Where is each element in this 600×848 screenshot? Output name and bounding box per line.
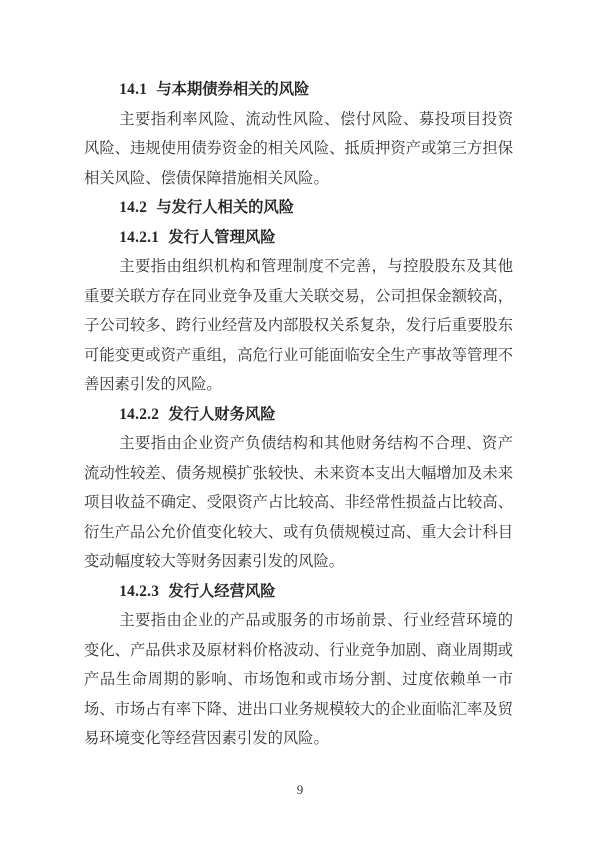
paragraph-financial-risk: 主要指由企业资产负债结构和其他财务结构不合理、资产流动性较差、债务规模扩张较快、未来资本支出大幅增加及未来项目收益不确定、受限资产占比较高、非经常性损益占比较高、衍生产品公允价值变化较大、或有负债规模过高、重大会计科目变动幅度较大等财务因素引发的风险。 xyxy=(84,435,513,570)
heading-14-1 xyxy=(84,75,513,105)
paragraph-management-risk: 主要指由组织机构和管理制度不完善，与控股股东及其他重要关联方存在同业竞争及重大关联交易，公司担保金额较高，子公司较多、跨行业经营及内部股权关系复杂，发行后重要股东可能变更或资产重组，高危行业可能面临安全生产事故等管理不善因素引发的风险。 xyxy=(84,258,513,393)
page-number: 9 xyxy=(296,782,304,797)
heading-title: 发行人经营风险 xyxy=(168,582,276,600)
heading-title: 发行人管理风险 xyxy=(168,228,276,246)
page-footer xyxy=(0,782,600,798)
heading-number: 14.2.2 xyxy=(119,405,160,423)
paragraph-operating-risk: 主要指由企业的产品或服务的市场前景、行业经营环境的变化、产品供求及原材料价格波动、行业竞争加剧、商业周期或产品生命周期的影响、市场饱和或市场分割、过度依赖单一市场、市场占有率下降、进出口业务规模较大的企业面临汇率及贸易环境变化等经营因素引发的风险。 xyxy=(84,612,513,747)
heading-number: 14.2.3 xyxy=(119,582,160,600)
heading-number: 14.2.1 xyxy=(119,228,160,246)
heading-14-2 xyxy=(84,193,513,223)
paragraph-bond-risks: 主要指利率风险、流动性风险、偿付风险、募投项目投资风险、违规使用债券资金的相关风险、抵质押资产或第三方担保相关风险、偿债保障措施相关风险。 xyxy=(84,110,513,187)
heading-title: 与本期债券相关的风险 xyxy=(156,81,310,98)
heading-number: 14.1 xyxy=(119,81,148,98)
document-content xyxy=(84,75,513,754)
heading-title: 与发行人相关的风险 xyxy=(156,199,295,216)
heading-title: 发行人财务风险 xyxy=(168,405,276,423)
heading-14-2-1 xyxy=(84,223,513,253)
heading-number: 14.2 xyxy=(119,199,148,216)
heading-14-2-3 xyxy=(84,577,513,607)
heading-14-2-2 xyxy=(84,400,513,430)
